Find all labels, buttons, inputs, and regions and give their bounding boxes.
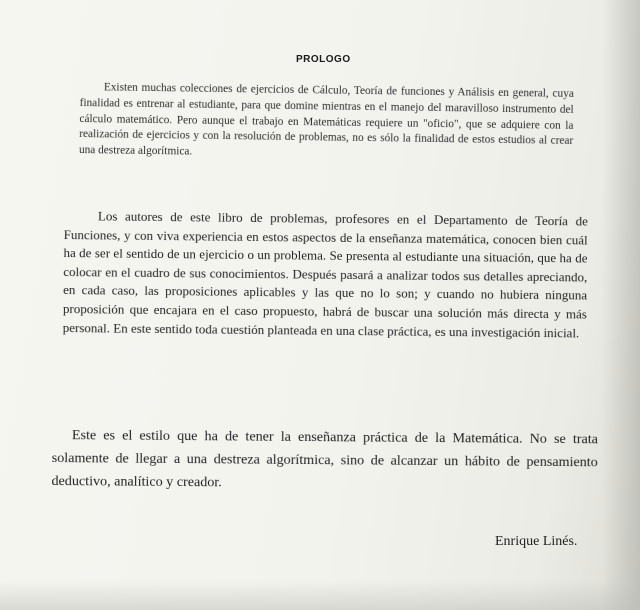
page-bottom-shadow — [0, 580, 640, 610]
page-title: PROLOGO — [296, 54, 351, 65]
page-edge-shadow — [602, 0, 640, 610]
paragraph-3: Este es el estilo que ha de tener la enseñanza práctica de la Matemática. No se trata solamente de llegar a una destreza algorítmica, sino de alcanzar un hábito de pensamiento deductivo, analítico y creador. — [51, 427, 598, 491]
author-signature: Enrique Linés. — [495, 534, 578, 549]
paragraph-2: Los autores de este libro de problemas, profesores en el Departamento de Teoría de Funciones, y con viva experiencia en estos aspectos de la enseñanza matemática, conocen bien cuál ha de ser el sentido de un ejercicio o un problema. Se presenta al estudiante una situación, que ha de colocar en el cuadro de sus conocimientos. Después pasará a analizar todos sus detalles apreciando, en cada caso, las proposiciones aplicables y las que no lo son; y cuando no hubiera ninguna proposición que encajara en el caso propuesto, habrá de buscar una solución más directa y más personal. En este sentido toda cuestión planteada en una clase práctica, es una investigación inicial. — [62, 208, 588, 340]
paragraph-1: Existen muchas colecciones de ejercicios de Cálculo, Teoría de funciones y Análisis en general, cuya finalidad es entrenar al estudiante, para que domine mientras en el manejo del maravilloso instrumento del cálculo matemático. Pero aunque el trabajo en Matemáticas requiere un "oficio", que se adquiere con la realización de ejercicios y con la resolución de problemas, no es sólo la finalidad de estos estudios al crear una destreza algorítmica. — [78, 81, 574, 158]
